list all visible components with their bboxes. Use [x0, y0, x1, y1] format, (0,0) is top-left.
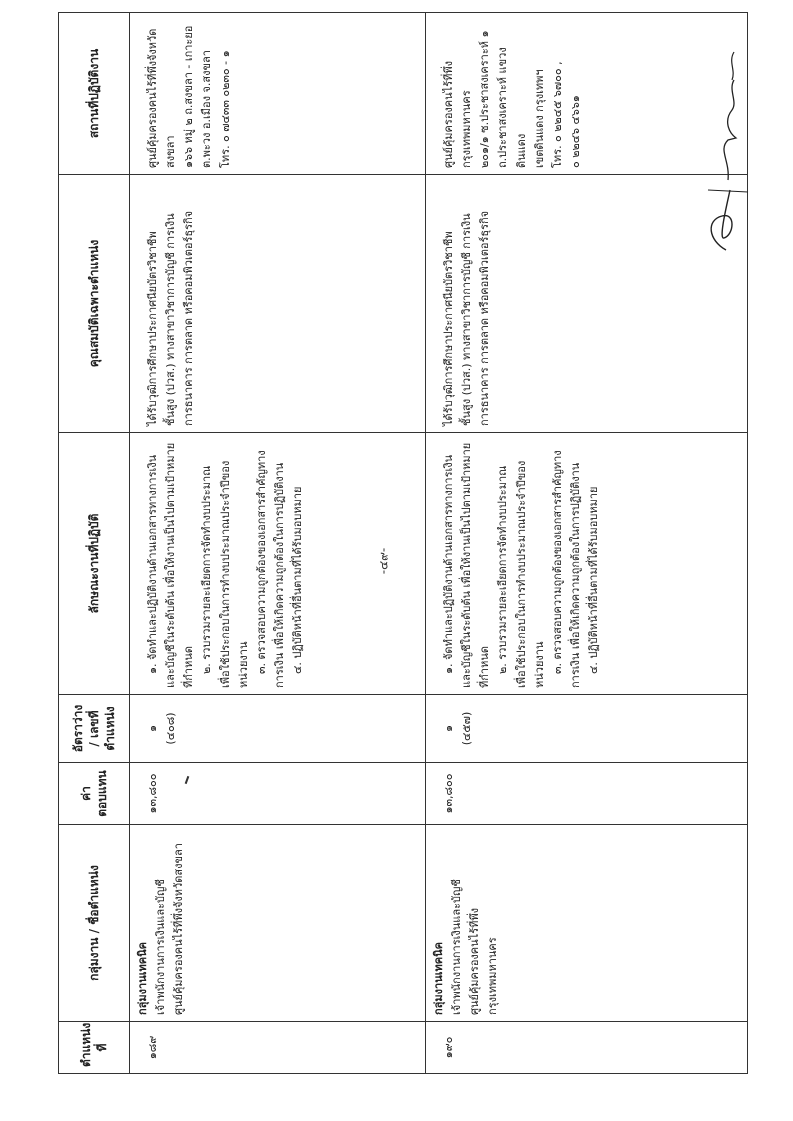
duty-line: ๒. รวบรวมรายละเอียดการจัดทำงบประมาณ — [200, 465, 214, 674]
title-line: เจ้าพนักงานการเงินและบัญชี — [450, 879, 464, 1015]
duty-line: และบัญชีในระดับต้น เพื่อให้งานเป็นไปตามเป้าหมาย — [164, 442, 178, 688]
header-qualifications: คุณสมบัติเฉพาะตำแหน่ง — [59, 175, 130, 433]
qualification-line: ชั้นสูง (ปวส.) ทางสาขาวิชาการบัญชี การเงิน — [164, 213, 178, 426]
duty-line: ๑. จัดทำและปฏิบัติงานด้านเอกสารทางการเงิน — [442, 454, 455, 674]
title-line: ศูนย์คุ้มครองคนไร้ที่พึ่งจังหวัดสงขลา — [172, 843, 186, 1015]
row-rate — [130, 695, 426, 763]
header-rate: อัตราว่าง / เลขที่ ตำแหน่ง — [59, 695, 130, 763]
duty-line: ๑. จัดทำและปฏิบัติงานด้านเอกสารทางการเงิน — [146, 454, 159, 674]
duty-line: การเงิน เพื่อให้เกิดความถูกต้องในการปฏิบัติงาน — [272, 462, 286, 688]
workplace-line: ๑๖๖ หมู่ ๒ ถ.สงขลา - เกาะยอ — [182, 25, 196, 168]
row-position-no — [426, 1022, 748, 1074]
qualification-line: ได้รับวุฒิการศึกษาประกาศนียบัตรวิชาชีพ — [146, 231, 159, 426]
header-position-no: ตำแหน่ง ที่ — [59, 1022, 130, 1074]
duty-line: ที่กำหนด — [478, 645, 492, 688]
title-line: เจ้าพนักงานการเงินและบัญชี — [154, 879, 168, 1015]
duty-line: ๓. ตรวจสอบความถูกต้องของเอกสารสำคัญทาง — [254, 450, 268, 674]
header-duties: ลักษณะงานที่ปฏิบัติ — [59, 433, 130, 695]
group-label: กลุ่มงานเทคนิค — [136, 942, 149, 1015]
duty-line: ๒. รวบรวมรายละเอียดการจัดทำงบประมาณ — [496, 465, 510, 674]
duty-line: ๔. ปฏิบัติหน้าที่อื่นตามที่ได้รับมอบหมาย — [291, 486, 305, 674]
duty-line: และบัญชีในระดับต้น เพื่อให้งานเป็นไปตามเป้าหมาย — [460, 442, 474, 688]
duties-list — [134, 439, 307, 688]
workplace-line: ๐ ๒๒๔๖ ๔๖๖๑ — [568, 95, 582, 168]
rotated-table-wrapper — [58, 13, 748, 1074]
qualification-line: การธนาคาร การตลาด หรือคอมพิวเตอร์ธุรกิจ — [478, 210, 492, 426]
salary-value: ๑๓,๘๐๐ — [146, 773, 159, 814]
workplace-line: โทร. ๐ ๗๔๓๓ ๐๒๓๐ - ๑ — [218, 50, 232, 168]
row-rate — [426, 695, 748, 763]
row-group-title — [426, 825, 748, 1022]
handwritten-signature — [688, 40, 758, 260]
workplace-line: ศูนย์คุ้มครองคนไร้ที่พึ่งกรุงเทพมหานคร — [442, 61, 474, 168]
group-label: กลุ่มงานเทคนิค — [432, 942, 445, 1015]
position-no-value: ๑๙๐ — [442, 1036, 455, 1059]
qualifications-list — [134, 181, 198, 426]
row-salary — [426, 763, 748, 825]
qualification-line: การธนาคาร การตลาด หรือคอมพิวเตอร์ธุรกิจ — [182, 210, 196, 426]
rate-value: ๑ — [442, 725, 455, 732]
workplace-line: เขตดินแดง กรุงเทพฯ — [532, 69, 546, 168]
position-code: (๔๐๘) — [164, 712, 178, 745]
duty-line: ๓. ตรวจสอบความถูกต้องของเอกสารสำคัญทาง — [550, 450, 564, 674]
row-position-no — [130, 1022, 426, 1074]
workplace-line: ๒๐๑/๑ ซ.ประชาสงเคราะห์ ๑ — [478, 30, 492, 168]
duty-line: เพื่อใช้ประกอบในการทำงบประมาณประจำปีของ — [514, 460, 528, 688]
header-group-title: กลุ่มงาน / ชื่อตำแหน่ง — [59, 825, 130, 1022]
header-workplace: สถานที่ปฏิบัติงาน — [59, 13, 130, 175]
workplace-line: ศูนย์คุ้มครองคนไร้ที่พึ่งจังหวัดสงขลา — [146, 28, 178, 168]
duty-line: หน่วยงาน — [236, 641, 250, 688]
row-duties — [426, 433, 748, 695]
qualification-line: ได้รับวุฒิการศึกษาประกาศนียบัตรวิชาชีพ — [442, 231, 455, 426]
workplace-list — [430, 19, 585, 168]
duties-list — [430, 439, 603, 688]
row-group-title — [130, 825, 426, 1022]
duty-line: การเงิน เพื่อให้เกิดความถูกต้องในการปฏิบัติงาน — [568, 462, 582, 688]
row-qualifications — [130, 175, 426, 433]
row-salary — [130, 763, 426, 825]
workplace-line: ต.พะวง อ.เมือง จ.สงขลา — [200, 50, 214, 168]
row-workplace — [130, 13, 426, 175]
workplace-line: โทร. ๐ ๒๒๔๕ ๖๗๐๐ , — [550, 61, 564, 168]
duty-line: หน่วยงาน — [532, 641, 546, 688]
qualification-line: ชั้นสูง (ปวส.) ทางสาขาวิชาการบัญชี การเงิน — [460, 213, 474, 426]
qualifications-list — [430, 181, 494, 426]
row-duties — [130, 433, 426, 695]
table-header-row — [59, 13, 130, 1074]
position-no-value: ๑๘๙ — [146, 1035, 159, 1060]
table-row — [130, 13, 426, 1074]
header-salary: ค่า ตอบแทน — [59, 763, 130, 825]
workplace-list — [134, 19, 235, 168]
duty-line: เพื่อใช้ประกอบในการทำงบประมาณประจำปีของ — [218, 460, 232, 688]
salary-value: ๑๓,๘๐๐ — [442, 773, 455, 814]
workplace-line: ถ.ประชาสงเคราะห์ แขวงดินแดง — [496, 47, 528, 168]
rate-value: ๑ — [146, 725, 159, 732]
position-code: (๔๕๗) — [460, 711, 474, 746]
duty-line: ๔. ปฏิบัติหน้าที่อื่นตามที่ได้รับมอบหมาย — [587, 486, 601, 674]
page-number: -๔๙- — [376, 547, 391, 575]
position-table — [58, 12, 748, 1074]
duty-line: ที่กำหนด — [182, 645, 196, 688]
title-line: ศูนย์คุ้มครองคนไร้ที่พึ่งกรุงเทพมหานคร — [468, 908, 500, 1015]
